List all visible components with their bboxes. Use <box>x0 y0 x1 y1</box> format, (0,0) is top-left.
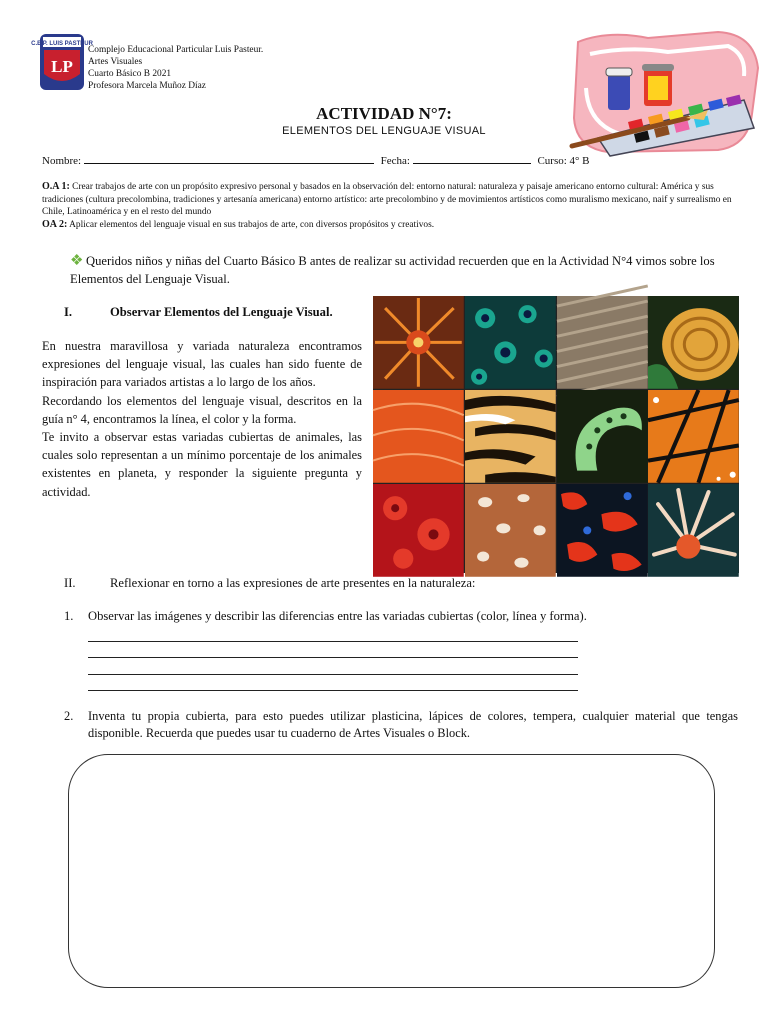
objective-2-label: OA 2: <box>42 219 68 230</box>
section-2-number: II. <box>64 576 76 590</box>
school-line: Artes Visuales <box>88 57 143 67</box>
peacock-texture-image <box>465 296 556 389</box>
orange-fish-texture-image <box>373 390 464 483</box>
school-logo-icon <box>31 34 93 90</box>
nombre-field[interactable] <box>84 152 374 164</box>
answer-line[interactable] <box>88 690 578 691</box>
intro-text <box>70 252 740 288</box>
question-1-number: 1. <box>64 609 74 623</box>
shell-texture-image <box>648 296 739 389</box>
school-line: Cuarto Básico B 2021 <box>88 69 172 79</box>
school-line: Complejo Educacional Particular Luis Pasteur. <box>88 45 264 55</box>
question-2 <box>64 708 740 742</box>
section-2-heading <box>64 576 475 591</box>
activity-title: ACTIVIDAD N°7: <box>316 104 452 123</box>
section-2-title: Reflexionar en torno a las expresiones de arte presentes en la naturaleza: <box>110 576 476 590</box>
diamond-bullet-icon: ❖ <box>70 253 84 269</box>
objective-1-text: Crear trabajos de arte con un propósito expresivo personal y basados en la observación del: entorno natural: naturaleza y paisaje americano entorno cultural: América y sus tradiciones (cultura precolombina, tradiciones y artesanía americana) entorno artístico: arte precolombino y de movimientos artísticos como muralismo mexicano, naif y surrealismo en Chile, Latinoamérica y en el resto del mundo <box>42 182 732 217</box>
question-1-text: Observar las imágenes y describir las diferencias entre las variadas cubiertas (color, línea y forma). <box>88 609 587 623</box>
section-1-text <box>42 337 362 501</box>
fecha-field[interactable] <box>413 152 531 164</box>
animal-textures-grid <box>373 296 739 573</box>
caterpillar-texture-image <box>557 390 648 483</box>
school-line: Profesora Marcela Muñoz Díaz <box>88 81 206 91</box>
section-1-number: I. <box>64 305 73 319</box>
activity-subtitle: ELEMENTOS DEL LENGUAJE VISUAL <box>282 125 486 137</box>
curso-label: Curso: 4° B <box>537 155 590 167</box>
snake-scales-texture-image <box>557 296 648 389</box>
red-coral-texture-image <box>373 484 464 577</box>
butterfly-wing-texture-image <box>648 390 739 483</box>
question-2-text: Inventa tu propia cubierta, para esto puedes utilizar plasticina, lápices de colores, tempera, cualquier material que tengas disponible. Recuerda que puedes usar tu cuaderno de Artes Visuales o Block. <box>88 709 738 740</box>
paragraph: Recordando los elementos del lenguaje visual, descritos en la guía n° 4, encontramos la línea, el color y la forma. <box>42 393 362 426</box>
objective-2-text: Aplicar elementos del lenguaje visual en sus trabajos de arte, con diversos propósitos y creativos. <box>67 220 435 230</box>
sea-urchin-texture-image <box>373 296 464 389</box>
sea-anemone-texture-image <box>648 484 739 577</box>
objective-2 <box>42 219 742 232</box>
deer-spots-texture-image <box>465 484 556 577</box>
logo-letters: LP <box>51 57 73 76</box>
section-1-title: Observar Elementos del Lenguaje Visual. <box>110 305 333 319</box>
objective-1-label: O.A 1: <box>42 181 70 192</box>
nombre-label: Nombre: <box>42 155 82 167</box>
tiger-stripes-texture-image <box>465 390 556 483</box>
student-fields <box>42 152 590 167</box>
intro-body: Queridos niños y niñas del Cuarto Básico B antes de realizar su actividad recuerden que en la Actividad N°4 vimos sobre los Elementos del Lenguaje Visual. <box>70 254 715 286</box>
paragraph: En nuestra maravillosa y variada naturaleza encontramos expresiones del lenguaje visual, las cuales han sido fuente de inspiración para variados artistas a lo largo de los años. <box>42 339 362 390</box>
answer-line[interactable] <box>88 641 578 642</box>
section-1-heading <box>64 305 333 320</box>
objective-1 <box>42 181 742 219</box>
fecha-label: Fecha: <box>380 155 410 167</box>
answer-line[interactable] <box>88 674 578 675</box>
question-2-number: 2. <box>64 709 74 723</box>
frog-pattern-texture-image <box>557 484 648 577</box>
school-info <box>88 44 263 92</box>
answer-line[interactable] <box>88 657 578 658</box>
drawing-box[interactable] <box>68 754 715 988</box>
logo-text: C.E.P. LUIS PASTEUR <box>31 41 93 47</box>
paragraph: Te invito a observar estas variadas cubiertas de animales, las cuales solo representan a un mínimo porcentaje de los animales existentes en planeta, y responder la siguiente pregunta y actividad. <box>42 430 362 499</box>
question-1 <box>64 609 587 624</box>
